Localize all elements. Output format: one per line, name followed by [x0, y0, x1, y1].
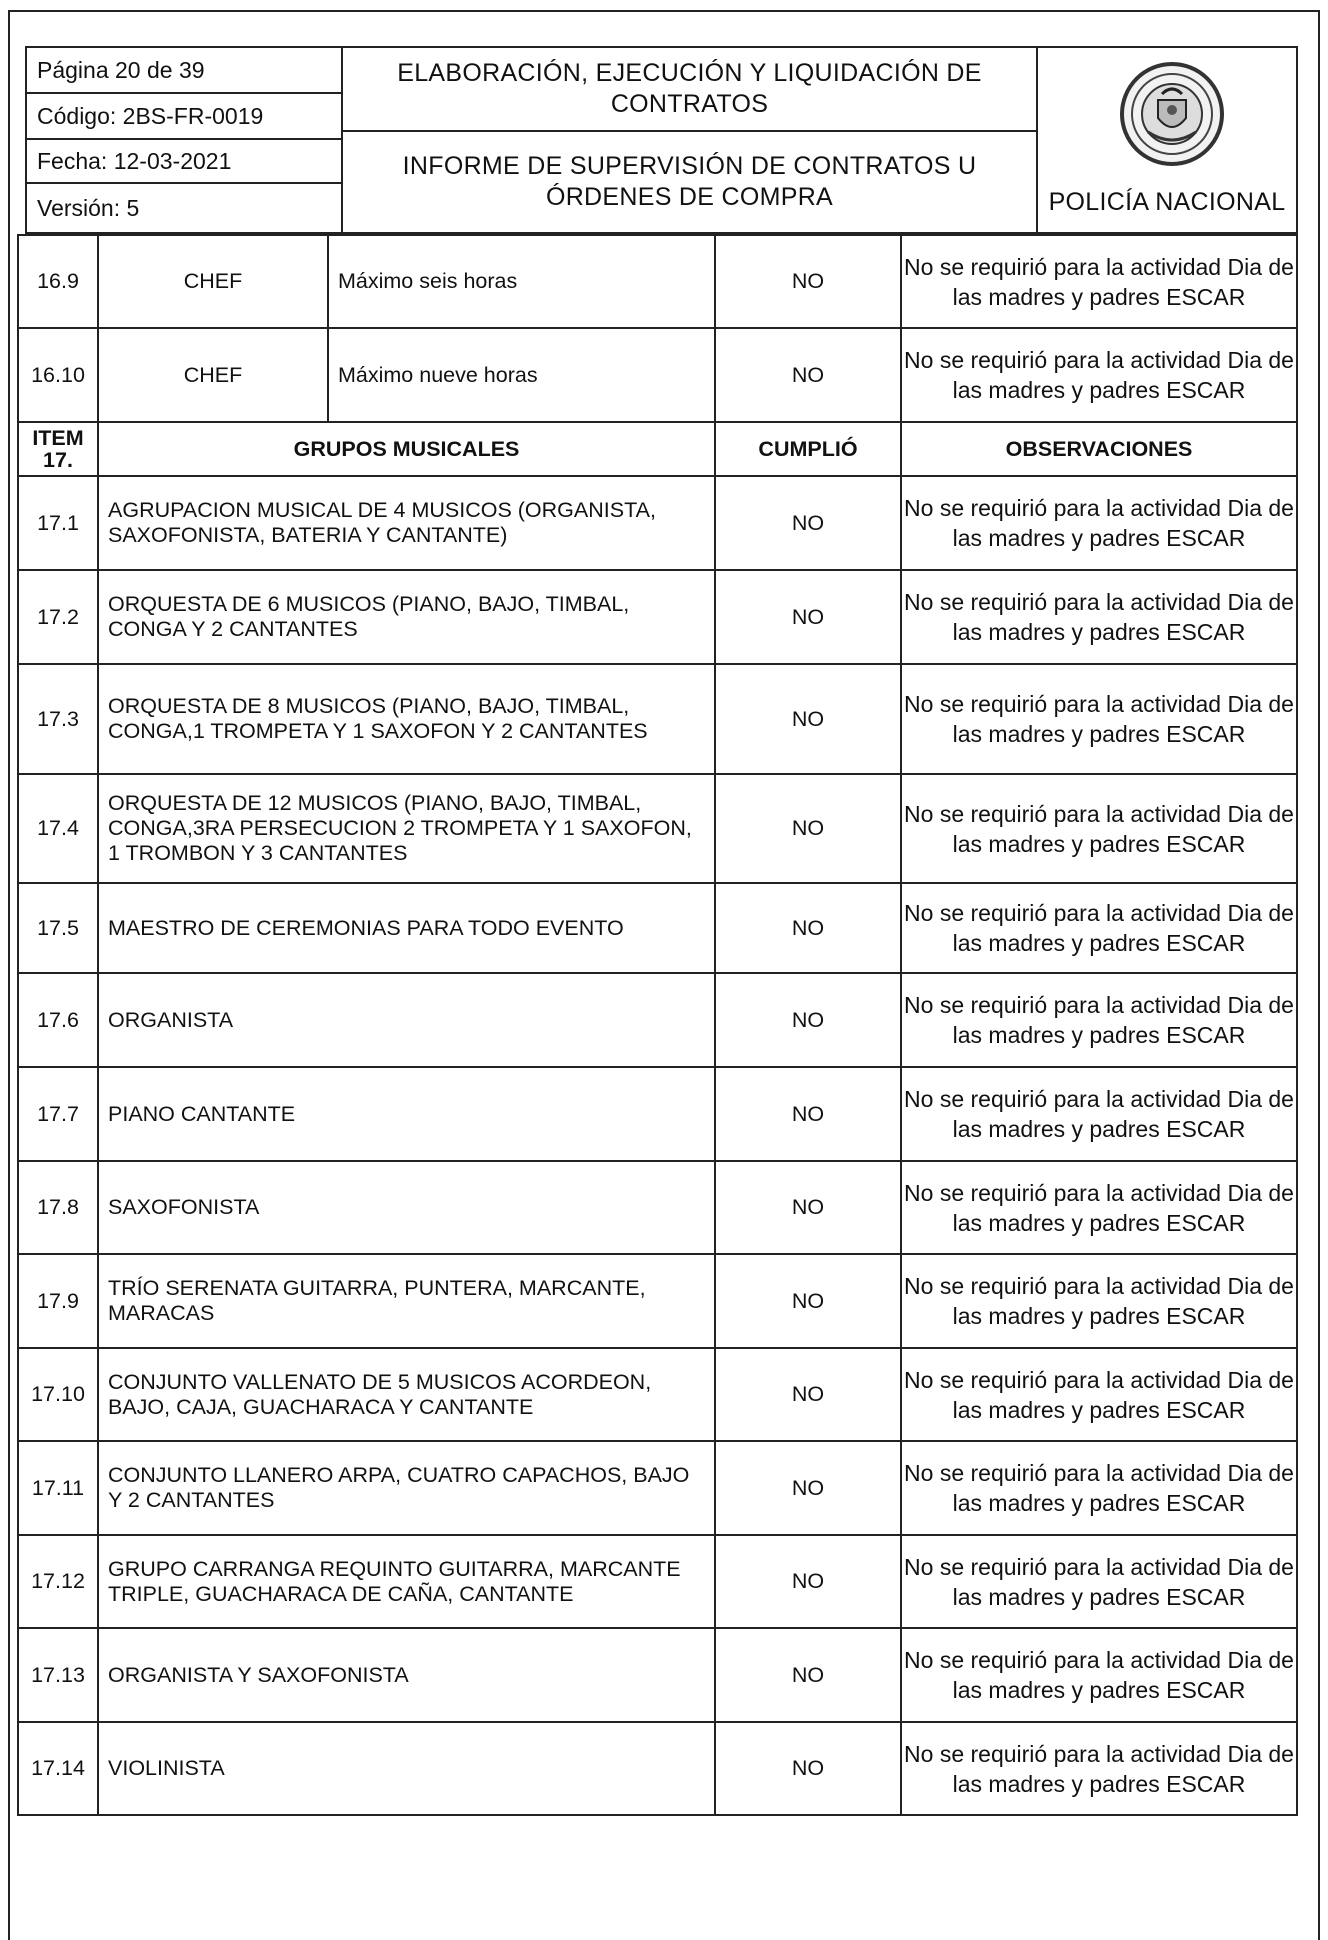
- observations-column-header: OBSERVACIONES: [901, 422, 1297, 476]
- item-description: Máximo nueve horas: [328, 328, 715, 422]
- table-row: [18, 664, 1297, 774]
- section-header-row: [18, 422, 1297, 476]
- item-status: NO: [715, 476, 901, 570]
- item-status: NO: [715, 328, 901, 422]
- item-description: ORGANISTA Y SAXOFONISTA: [98, 1628, 715, 1722]
- table-row: [18, 1067, 1297, 1161]
- table-row: [18, 1535, 1297, 1628]
- item-status: NO: [715, 973, 901, 1067]
- item-observation: No se requirió para la actividad Dia de las madres y padres ESCAR: [901, 476, 1297, 570]
- item-status: NO: [715, 1348, 901, 1441]
- item-name: CHEF: [98, 235, 328, 328]
- organization-name: POLICÍA NACIONAL: [1048, 188, 1286, 216]
- item-description: AGRUPACION MUSICAL DE 4 MUSICOS (ORGANISTA, SAXOFONISTA, BATERIA Y CANTANTE): [98, 476, 715, 570]
- item-number: 17.10: [18, 1348, 98, 1441]
- item-observation: No se requirió para la actividad Dia de las madres y padres ESCAR: [901, 1254, 1297, 1348]
- item-status: NO: [715, 570, 901, 664]
- item-status: NO: [715, 664, 901, 774]
- item-status: NO: [715, 1628, 901, 1722]
- table-row: [18, 1161, 1297, 1254]
- section-item-label: ITEM 17.: [18, 422, 98, 476]
- item-description: SAXOFONISTA: [98, 1161, 715, 1254]
- item-status: NO: [715, 1535, 901, 1628]
- item-number: 17.7: [18, 1067, 98, 1161]
- item-observation: No se requirió para la actividad Dia de las madres y padres ESCAR: [901, 1722, 1297, 1815]
- status-column-header: CUMPLIÓ: [715, 422, 901, 476]
- item-status: NO: [715, 1722, 901, 1815]
- table-row: [18, 1254, 1297, 1348]
- item-description: ORQUESTA DE 6 MUSICOS (PIANO, BAJO, TIMBAL, CONGA Y 2 CANTANTES: [98, 570, 715, 664]
- table-row: [18, 1628, 1297, 1722]
- item-description: ORQUESTA DE 12 MUSICOS (PIANO, BAJO, TIMBAL, CONGA,3RA PERSECUCION 2 TROMPETA Y 1 SAXOFON, 1 TROMBON Y 3 CANTANTES: [98, 774, 715, 883]
- contract-items-table: [17, 234, 1298, 1816]
- item-description: ORGANISTA: [98, 973, 715, 1067]
- item-description: GRUPO CARRANGA REQUINTO GUITARRA, MARCANTE TRIPLE, GUACHARACA DE CAÑA, CANTANTE: [98, 1535, 715, 1628]
- item-description: TRÍO SERENATA GUITARRA, PUNTERA, MARCANTE, MARACAS: [98, 1254, 715, 1348]
- title-bottom: INFORME DE SUPERVISIÓN DE CONTRATOS U ÓRDENES DE COMPRA: [402, 152, 977, 211]
- item-number: 17.13: [18, 1628, 98, 1722]
- item-description: Máximo seis horas: [328, 235, 715, 328]
- item-status: NO: [715, 1161, 901, 1254]
- item-observation: No se requirió para la actividad Dia de las madres y padres ESCAR: [901, 1348, 1297, 1441]
- item-number: 16.10: [18, 328, 98, 422]
- item-number: 17.6: [18, 973, 98, 1067]
- item-observation: No se requirió para la actividad Dia de las madres y padres ESCAR: [901, 973, 1297, 1067]
- item-observation: No se requirió para la actividad Dia de las madres y padres ESCAR: [901, 570, 1297, 664]
- item-description: MAESTRO DE CEREMONIAS PARA TODO EVENTO: [98, 883, 715, 973]
- item-description: CONJUNTO LLANERO ARPA, CUATRO CAPACHOS, BAJO Y 2 CANTANTES: [98, 1441, 715, 1535]
- item-number: 17.11: [18, 1441, 98, 1535]
- item-observation: No se requirió para la actividad Dia de las madres y padres ESCAR: [901, 664, 1297, 774]
- police-seal-icon: [1118, 60, 1226, 168]
- table-row: [18, 570, 1297, 664]
- item-status: NO: [715, 235, 901, 328]
- item-observation: No se requirió para la actividad Dia de las madres y padres ESCAR: [901, 1161, 1297, 1254]
- item-description: VIOLINISTA: [98, 1722, 715, 1815]
- item-observation: No se requirió para la actividad Dia de las madres y padres ESCAR: [901, 1067, 1297, 1161]
- item-name: CHEF: [98, 328, 328, 422]
- document-version: Versión: 5: [37, 194, 140, 221]
- header-logo: [1038, 48, 1296, 232]
- item-number: 17.2: [18, 570, 98, 664]
- item-number: 17.3: [18, 664, 98, 774]
- item-status: NO: [715, 1067, 901, 1161]
- table-row: [18, 1348, 1297, 1441]
- table-row: [18, 328, 1297, 422]
- item-observation: No se requirió para la actividad Dia de las madres y padres ESCAR: [901, 774, 1297, 883]
- item-observation: No se requirió para la actividad Dia de las madres y padres ESCAR: [901, 235, 1297, 328]
- table-row: [18, 476, 1297, 570]
- page-number: Página 20 de 39: [27, 48, 341, 94]
- item-status: NO: [715, 1254, 901, 1348]
- table-row: [18, 973, 1297, 1067]
- header-title: [343, 48, 1038, 232]
- item-observation: No se requirió para la actividad Dia de las madres y padres ESCAR: [901, 1628, 1297, 1722]
- item-number: 17.1: [18, 476, 98, 570]
- item-description: PIANO CANTANTE: [98, 1067, 715, 1161]
- item-number: 17.4: [18, 774, 98, 883]
- item-status: NO: [715, 774, 901, 883]
- title-top: ELABORACIÓN, EJECUCIÓN Y LIQUIDACIÓN DE CONTRATOS: [343, 48, 1036, 132]
- item-number: 17.12: [18, 1535, 98, 1628]
- item-observation: No se requirió para la actividad Dia de las madres y padres ESCAR: [901, 1441, 1297, 1535]
- table-row: [18, 774, 1297, 883]
- table-row: [18, 235, 1297, 328]
- header-meta: [27, 48, 343, 232]
- item-number: 17.9: [18, 1254, 98, 1348]
- item-description: ORQUESTA DE 8 MUSICOS (PIANO, BAJO, TIMBAL, CONGA,1 TROMPETA Y 1 SAXOFON Y 2 CANTANTES: [98, 664, 715, 774]
- item-number: 17.5: [18, 883, 98, 973]
- item-number: 16.9: [18, 235, 98, 328]
- document-code: Código: 2BS-FR-0019: [27, 94, 341, 140]
- table-row: [18, 1441, 1297, 1535]
- item-status: NO: [715, 1441, 901, 1535]
- item-number: 17.14: [18, 1722, 98, 1815]
- document-date: Fecha: 12-03-2021: [27, 140, 341, 184]
- item-description: CONJUNTO VALLENATO DE 5 MUSICOS ACORDEON, BAJO, CAJA, GUACHARACA Y CANTANTE: [98, 1348, 715, 1441]
- document-header: [25, 46, 1298, 234]
- section-title: GRUPOS MUSICALES: [98, 422, 715, 476]
- item-status: NO: [715, 883, 901, 973]
- table-row: [18, 1722, 1297, 1815]
- table-row: [18, 883, 1297, 973]
- item-observation: No se requirió para la actividad Dia de las madres y padres ESCAR: [901, 1535, 1297, 1628]
- item-observation: No se requirió para la actividad Dia de las madres y padres ESCAR: [901, 883, 1297, 973]
- item-observation: No se requirió para la actividad Dia de las madres y padres ESCAR: [901, 328, 1297, 422]
- item-number: 17.8: [18, 1161, 98, 1254]
